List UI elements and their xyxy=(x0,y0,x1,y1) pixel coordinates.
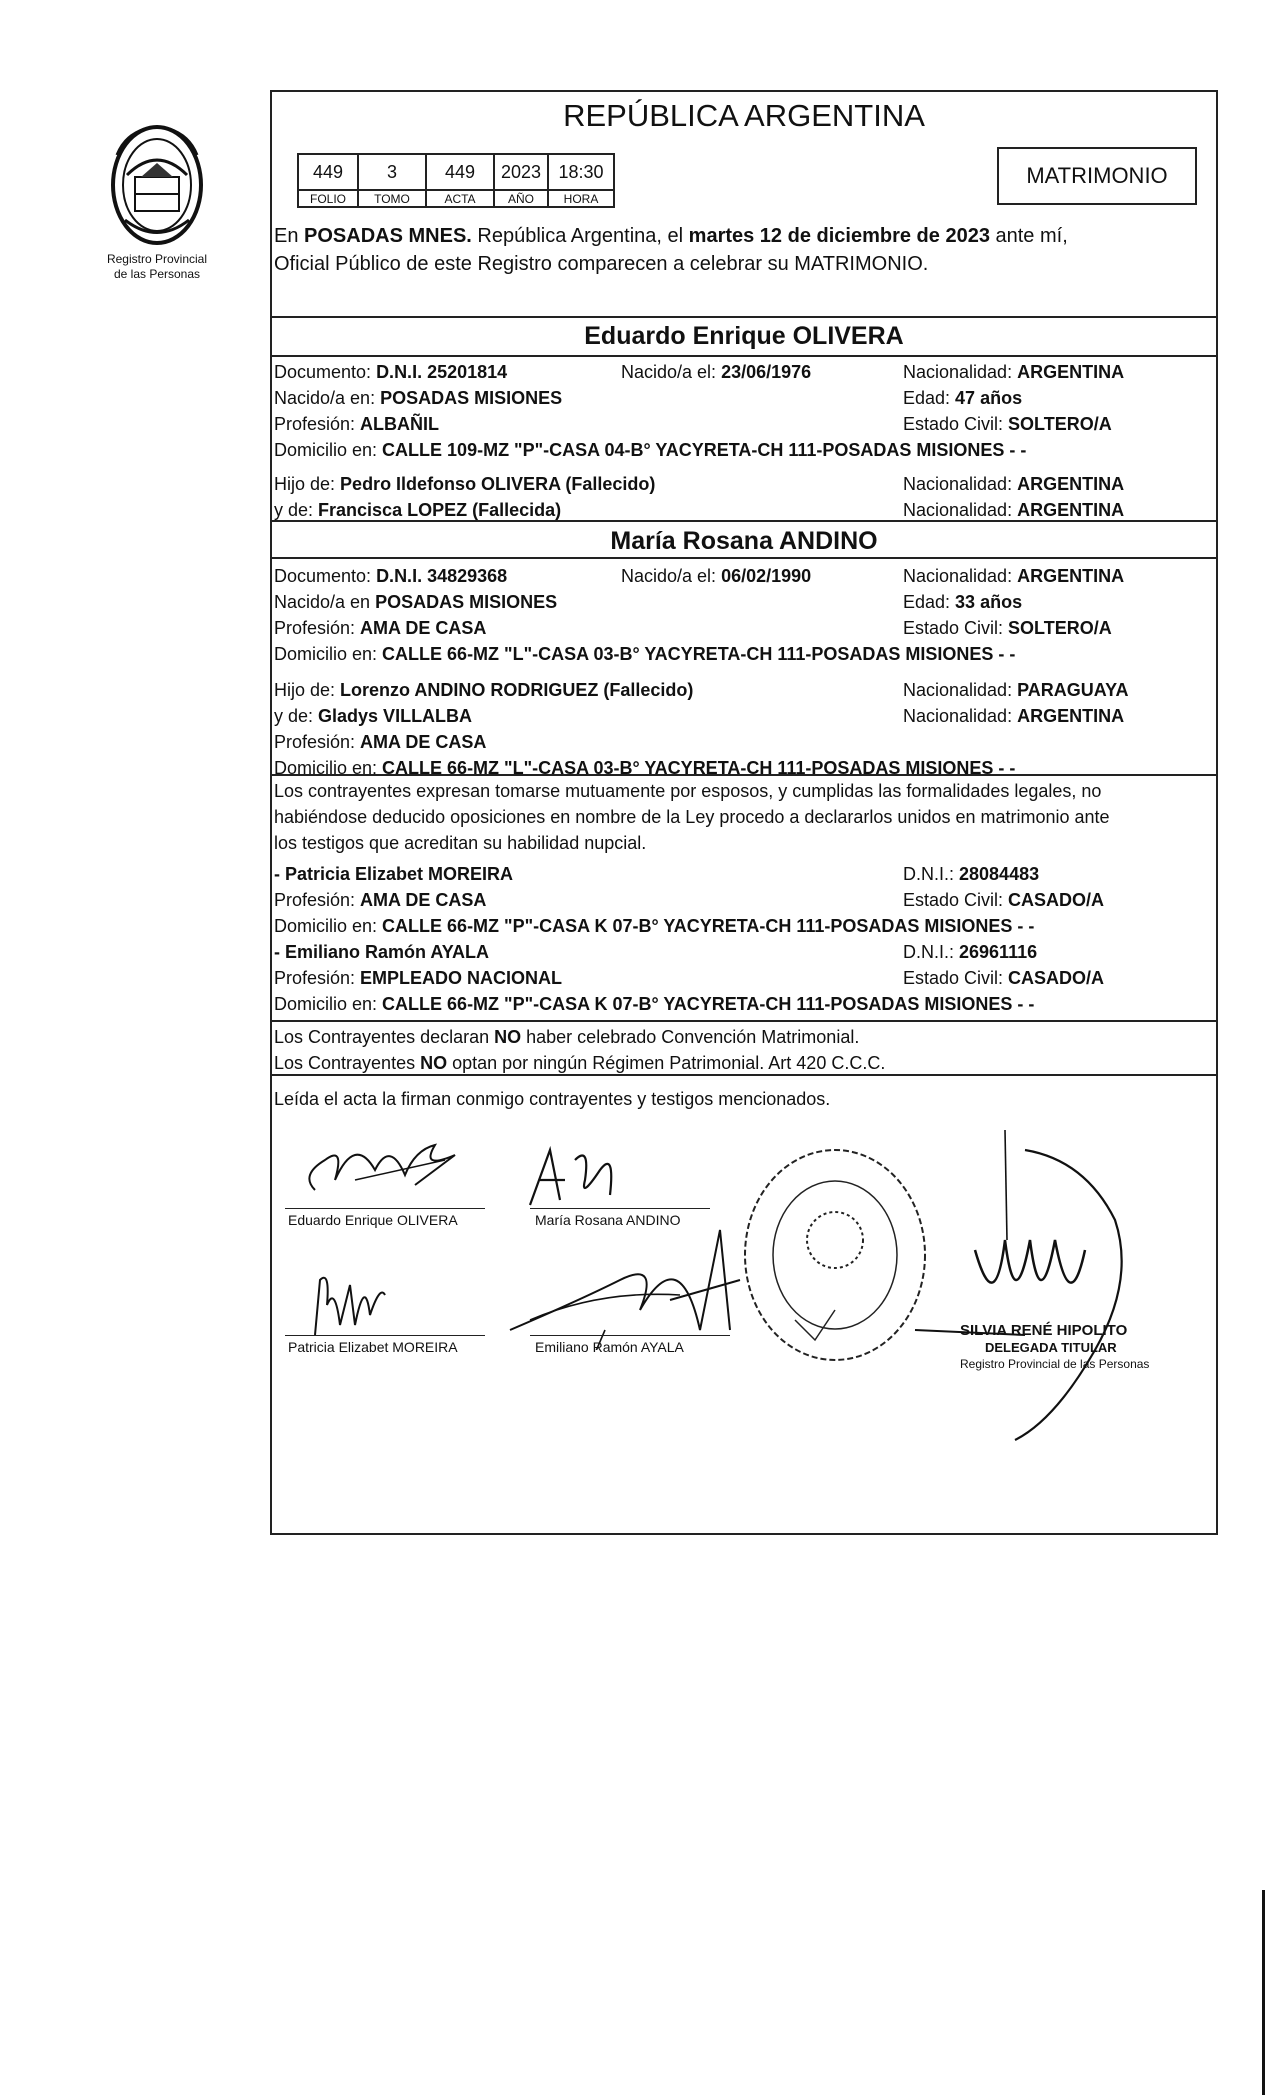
bride-father: Hijo de: Lorenzo ANDINO RODRIGUEZ (Fallecido) xyxy=(274,680,694,700)
groom-profession: Profesión: ALBAÑIL xyxy=(274,414,440,434)
hour-label: HORA xyxy=(548,190,614,207)
witness2-civil-status: Estado Civil: CASADO/A xyxy=(903,968,1105,988)
groom-father: Hijo de: Pedro Ildefonso OLIVERA (Fallecido) xyxy=(274,474,656,494)
officer-name: SILVIA RENÉ HIPOLITO xyxy=(960,1322,1128,1339)
seal-caption-line2: de las Personas xyxy=(113,267,201,281)
groom-born: Nacido/a el: 23/06/1976 xyxy=(621,362,812,382)
folio-value: 449 xyxy=(298,154,358,190)
groom-age: Edad: 47 años xyxy=(903,388,1023,408)
bride-signature-line xyxy=(530,1208,710,1209)
divider xyxy=(270,316,1218,318)
groom-birthplace: Nacido/a en: POSADAS MISIONES xyxy=(274,388,563,408)
intro-line-1: En POSADAS MNES. República Argentina, el martes 12 de diciembre de 2023 ante mí, xyxy=(274,225,1068,247)
groom-civil-status: Estado Civil: SOLTERO/A xyxy=(903,414,1112,434)
tomo-label: TOMO xyxy=(358,190,426,207)
year-label: AÑO xyxy=(494,190,548,207)
intro-date: martes 12 de diciembre de 2023 xyxy=(688,225,990,247)
provincial-seal xyxy=(105,115,210,250)
witness2-profession: Profesión: EMPLEADO NACIONAL xyxy=(274,968,563,988)
regime-line-1: Los Contrayentes declaran NO haber celebrado Convención Matrimonial. xyxy=(274,1027,860,1047)
tomo-value: 3 xyxy=(358,154,426,190)
groom-signature-label: Eduardo Enrique OLIVERA xyxy=(288,1212,458,1228)
witness2-signature-label: Emiliano Ramón AYALA xyxy=(535,1339,684,1355)
bride-nationality: Nacionalidad: ARGENTINA xyxy=(903,566,1125,586)
witness1-signature-label: Patricia Elizabet MOREIRA xyxy=(288,1339,458,1355)
bride-mother-profession: Profesión: AMA DE CASA xyxy=(274,732,487,752)
witness1-signature-line xyxy=(285,1335,485,1336)
groom-father-nationality: Nacionalidad: ARGENTINA xyxy=(903,474,1125,494)
bride-mother: y de: Gladys VILLALBA xyxy=(274,706,473,726)
scan-mark xyxy=(1262,1890,1265,2095)
groom-doc: Documento: D.N.I. 25201814 xyxy=(274,362,508,382)
bride-address: Domicilio en: CALLE 66-MZ "L"-CASA 03-B° YACYRETA-CH 111-POSADAS MISIONES - - xyxy=(274,644,1016,664)
groom-mother: y de: Francisca LOPEZ (Fallecida) xyxy=(274,500,562,520)
declaration-line-3: los testigos que acreditan su habilidad nupcial. xyxy=(274,833,647,853)
bride-age: Edad: 33 años xyxy=(903,592,1023,612)
regime-line-2: Los Contrayentes NO optan por ningún Régimen Patrimonial. Art 420 C.C.C. xyxy=(274,1053,886,1073)
folio-label: FOLIO xyxy=(298,190,358,207)
acta-value: 449 xyxy=(426,154,494,190)
witness2-address: Domicilio en: CALLE 66-MZ "P"-CASA K 07-B° YACYRETA-CH 111-POSADAS MISIONES - - xyxy=(274,994,1035,1014)
divider xyxy=(270,1074,1218,1076)
groom-signature xyxy=(295,1130,495,1205)
bride-doc: Documento: D.N.I. 34829368 xyxy=(274,566,508,586)
bride-born: Nacido/a el: 06/02/1990 xyxy=(621,566,812,586)
witness1-signature xyxy=(305,1265,395,1340)
witness2-dni: D.N.I.: 26961116 xyxy=(903,942,1038,962)
witness1-name: - Patricia Elizabet MOREIRA xyxy=(274,864,514,884)
officer-signature xyxy=(895,1120,1185,1460)
acta-label: ACTA xyxy=(426,190,494,207)
groom-mother-nationality: Nacionalidad: ARGENTINA xyxy=(903,500,1125,520)
bride-mother-address: Domicilio en: CALLE 66-MZ "L"-CASA 03-B° YACYRETA-CH 111-POSADAS MISIONES - - xyxy=(274,758,1016,778)
groom-address: Domicilio en: CALLE 109-MZ "P"-CASA 04-B° YACYRETA-CH 111-POSADAS MISIONES - - xyxy=(274,440,1027,460)
declaration-line-2: habiéndose deducido oposiciones en nombre de la Ley procedo a declararlos unidos en matrimonio ante xyxy=(274,807,1110,827)
divider xyxy=(270,557,1218,559)
witness1-dni: D.N.I.: 28084483 xyxy=(903,864,1040,884)
officer-role: DELEGADA TITULAR xyxy=(985,1340,1117,1355)
seal-caption-line1: Registro Provincial xyxy=(106,252,208,266)
closing-text: Leída el acta la firman conmigo contrayentes y testigos mencionados. xyxy=(274,1089,831,1109)
bride-civil-status: Estado Civil: SOLTERO/A xyxy=(903,618,1112,638)
bride-name: María Rosana ANDINO xyxy=(610,527,878,555)
country-title: REPÚBLICA ARGENTINA xyxy=(563,98,925,133)
bride-signature xyxy=(520,1140,630,1215)
underline xyxy=(274,520,604,521)
witness2-name: - Emiliano Ramón AYALA xyxy=(274,942,490,962)
bride-birthplace: Nacido/a en POSADAS MISIONES xyxy=(274,592,558,612)
officer-org: Registro Provincial de las Personas xyxy=(960,1357,1150,1371)
bride-signature-label: María Rosana ANDINO xyxy=(535,1212,681,1228)
witness1-civil-status: Estado Civil: CASADO/A xyxy=(903,890,1105,910)
bride-mother-nationality: Nacionalidad: ARGENTINA xyxy=(903,706,1125,726)
witness1-profession: Profesión: AMA DE CASA xyxy=(274,890,487,910)
witness1-address: Domicilio en: CALLE 66-MZ "P"-CASA K 07-B° YACYRETA-CH 111-POSADAS MISIONES - - xyxy=(274,916,1035,936)
divider xyxy=(270,1020,1218,1022)
act-type-box: MATRIMONIO xyxy=(997,147,1197,205)
groom-name: Eduardo Enrique OLIVERA xyxy=(584,322,904,350)
intro-place: POSADAS MNES. xyxy=(304,225,472,247)
divider xyxy=(270,355,1218,357)
witness2-signature xyxy=(500,1220,760,1350)
year-value: 2023 xyxy=(494,154,548,190)
bride-profession: Profesión: AMA DE CASA xyxy=(274,618,487,638)
bride-father-nationality: Nacionalidad: PARAGUAYA xyxy=(903,680,1129,700)
groom-signature-line xyxy=(285,1208,485,1209)
record-table xyxy=(297,153,615,208)
hour-value: 18:30 xyxy=(548,154,614,190)
groom-nationality: Nacionalidad: ARGENTINA xyxy=(903,362,1125,382)
witness2-signature-line xyxy=(530,1335,730,1336)
declaration-line-1: Los contrayentes expresan tomarse mutuamente por esposos, y cumplidas las formalidades legales, no xyxy=(274,781,1102,801)
intro-line-2: Oficial Público de este Registro comparecen a celebrar su MATRIMONIO. xyxy=(274,253,929,275)
